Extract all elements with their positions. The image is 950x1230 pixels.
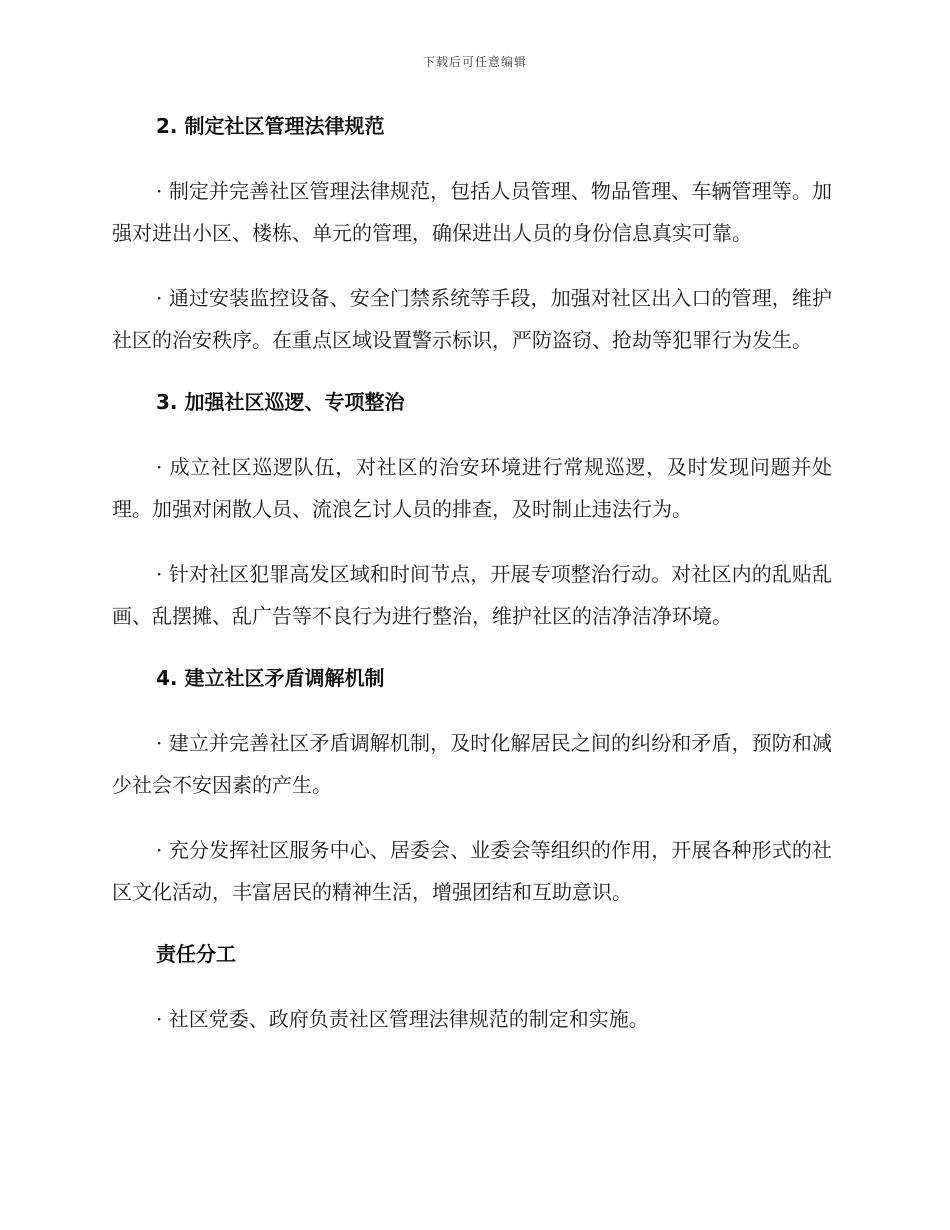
paragraph: · 社区党委、政府负责社区管理法律规范的制定和实施。 [156,1007,649,1031]
section-heading: 责任分工 [156,942,236,966]
paragraph: · 针对社区犯罪高发区域和时间节点，开展专项整治行动。对社区内的乱贴乱画、乱摆摊、乱广告等不良行为进行整治，维护社区的洁净洁净环境。 [112,562,832,628]
paragraph: · 制定并完善社区管理法律规范，包括人员管理、物品管理、车辆管理等。加强对进出小区、楼栋、单元的管理，确保进出人员的身份信息真实可靠。 [112,179,832,245]
section-heading: 2. 制定社区管理法律规范 [156,114,385,138]
paragraph: · 建立并完善社区矛盾调解机制，及时化解居民之间的纠纷和矛盾，预防和减少社会不安因素的产生。 [112,731,832,797]
section-heading: 4. 建立社区矛盾调解机制 [156,666,385,690]
paragraph: · 充分发挥社区服务中心、居委会、业委会等组织的作用，开展各种形式的社区文化活动，丰富居民的精神生活，增强团结和互助意识。 [112,838,832,904]
section-legal-norms [112,108,832,361]
paragraph: · 通过安装监控设备、安全门禁系统等手段，加强对社区出入口的管理，维护社区的治安秩序。在重点区域设置警示标识，严防盗窃、抢劫等犯罪行为发生。 [112,286,832,352]
section-responsibilities [112,936,832,1040]
page-header: 下载后可任意编辑 [422,55,527,69]
paragraph: · 成立社区巡逻队伍，对社区的治安环境进行常规巡逻，及时发现问题并处理。加强对闲散人员、流浪乞讨人员的排查，及时制止违法行为。 [112,455,832,521]
section-mediation [112,660,832,913]
document-body [112,108,832,1063]
section-patrol [112,384,832,637]
section-heading: 3. 加强社区巡逻、专项整治 [156,390,405,414]
